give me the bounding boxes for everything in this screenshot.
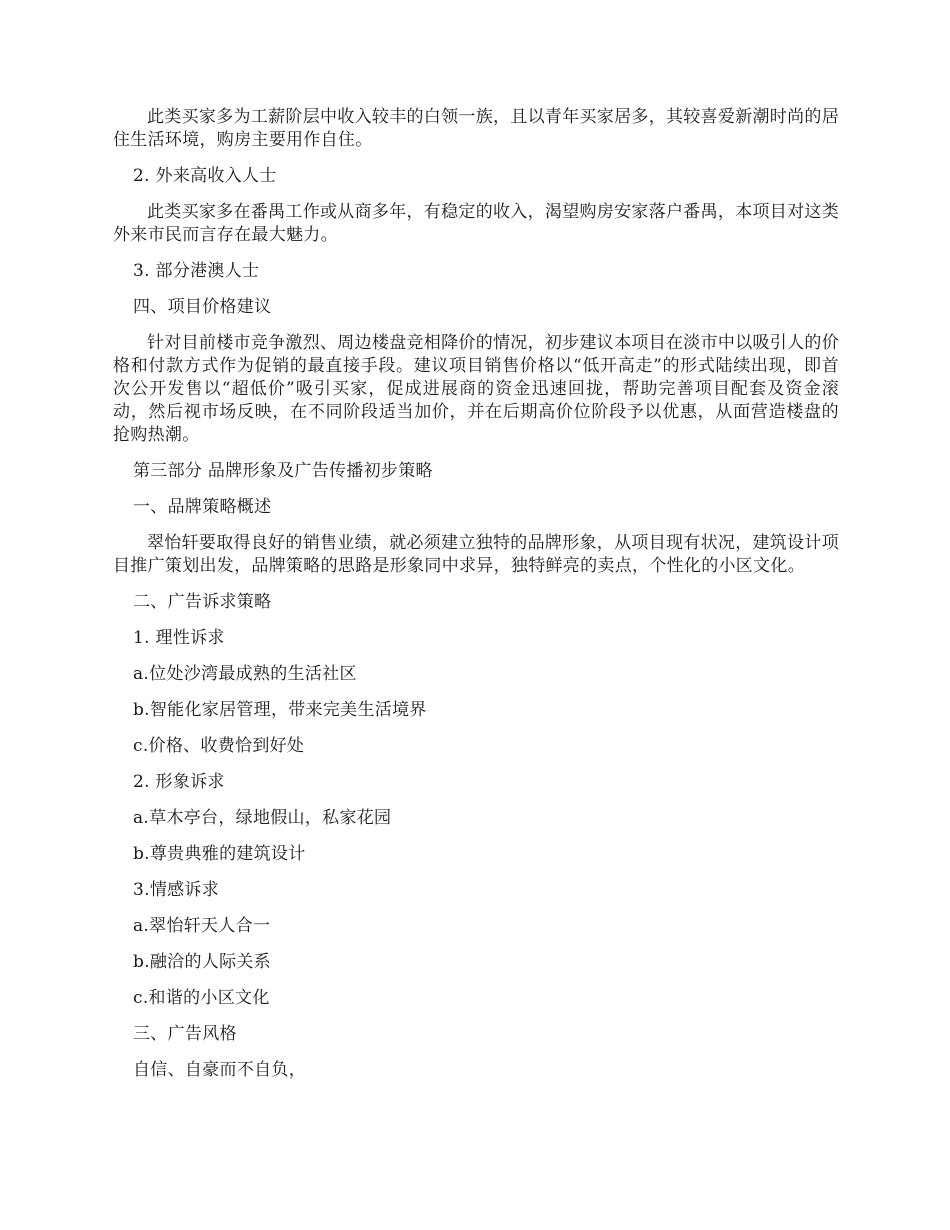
paragraph-brand-strategy: 翠怡轩要取得良好的销售业绩，就必须建立独特的品牌形象，从项目现有状况，建筑设计项目推广策划出发，品牌策略的思路是形象同中求异，独特鲜亮的卖点，个性化的小区文化。 xyxy=(113,533,839,576)
heading-hk-macau: 3. 部分港澳人士 xyxy=(133,261,260,281)
heading-price-suggestion: 四、项目价格建议 xyxy=(133,297,272,317)
paragraph-outside-buyers: 此类买家多在番禺工作或从商多年，有稳定的收入，渴望购房安家落户番禺，本项目对这类外来市民而言存在最大魅力。 xyxy=(113,202,839,245)
list-item: c.和谐的小区文化 xyxy=(133,988,270,1008)
list-item: a.位处沙湾最成熟的生活社区 xyxy=(133,664,357,684)
list-item: a.草木亭台，绿地假山，私家花园 xyxy=(133,808,392,828)
heading-outside-high-income: 2. 外来高收入人士 xyxy=(133,166,277,186)
list-item: b.融洽的人际关系 xyxy=(133,952,271,972)
list-item: b.智能化家居管理，带来完美生活境界 xyxy=(133,700,427,720)
paragraph-buyer-profile: 此类买家多为工薪阶层中收入较丰的白领一族，且以青年买家居多，其较喜爱新潮时尚的居住生活环境，购房主要用作自住。 xyxy=(113,107,839,150)
list-item: c.价格、收费恰到好处 xyxy=(133,736,305,756)
heading-emotional-appeal: 3.情感诉求 xyxy=(133,880,220,900)
document-body xyxy=(113,106,839,1095)
heading-brand-overview: 一、品牌策略概述 xyxy=(133,497,272,517)
paragraph-price-strategy: 针对目前楼市竞争激烈、周边楼盘竞相降价的情况，初步建议本项目在淡市中以吸引人的价格和付款方式作为促销的最直接手段。建议项目销售价格以“低开高走”的形式陆续出现，即首次公开发售以“超低价”吸引买家，促成进展商的资金迅速回拢，帮助完善项目配套及资金滚动，然后视市场反映，在不同阶段适当加价，并在后期高价位阶段予以优惠，从面营造楼盘的抢购热潮。 xyxy=(113,333,839,445)
paragraph-ad-style: 自信、自豪而不自负， xyxy=(133,1060,306,1080)
heading-image-appeal: 2. 形象诉求 xyxy=(133,772,225,792)
heading-ad-appeal: 二、广告诉求策略 xyxy=(133,592,272,612)
heading-ad-style: 三、广告风格 xyxy=(133,1024,237,1044)
heading-part-three: 第三部分 品牌形象及广告传播初步策略 xyxy=(133,461,433,481)
list-item: a.翠怡轩天人合一 xyxy=(133,916,271,936)
heading-rational-appeal: 1. 理性诉求 xyxy=(133,628,225,648)
list-item: b.尊贵典雅的建筑设计 xyxy=(133,844,306,864)
